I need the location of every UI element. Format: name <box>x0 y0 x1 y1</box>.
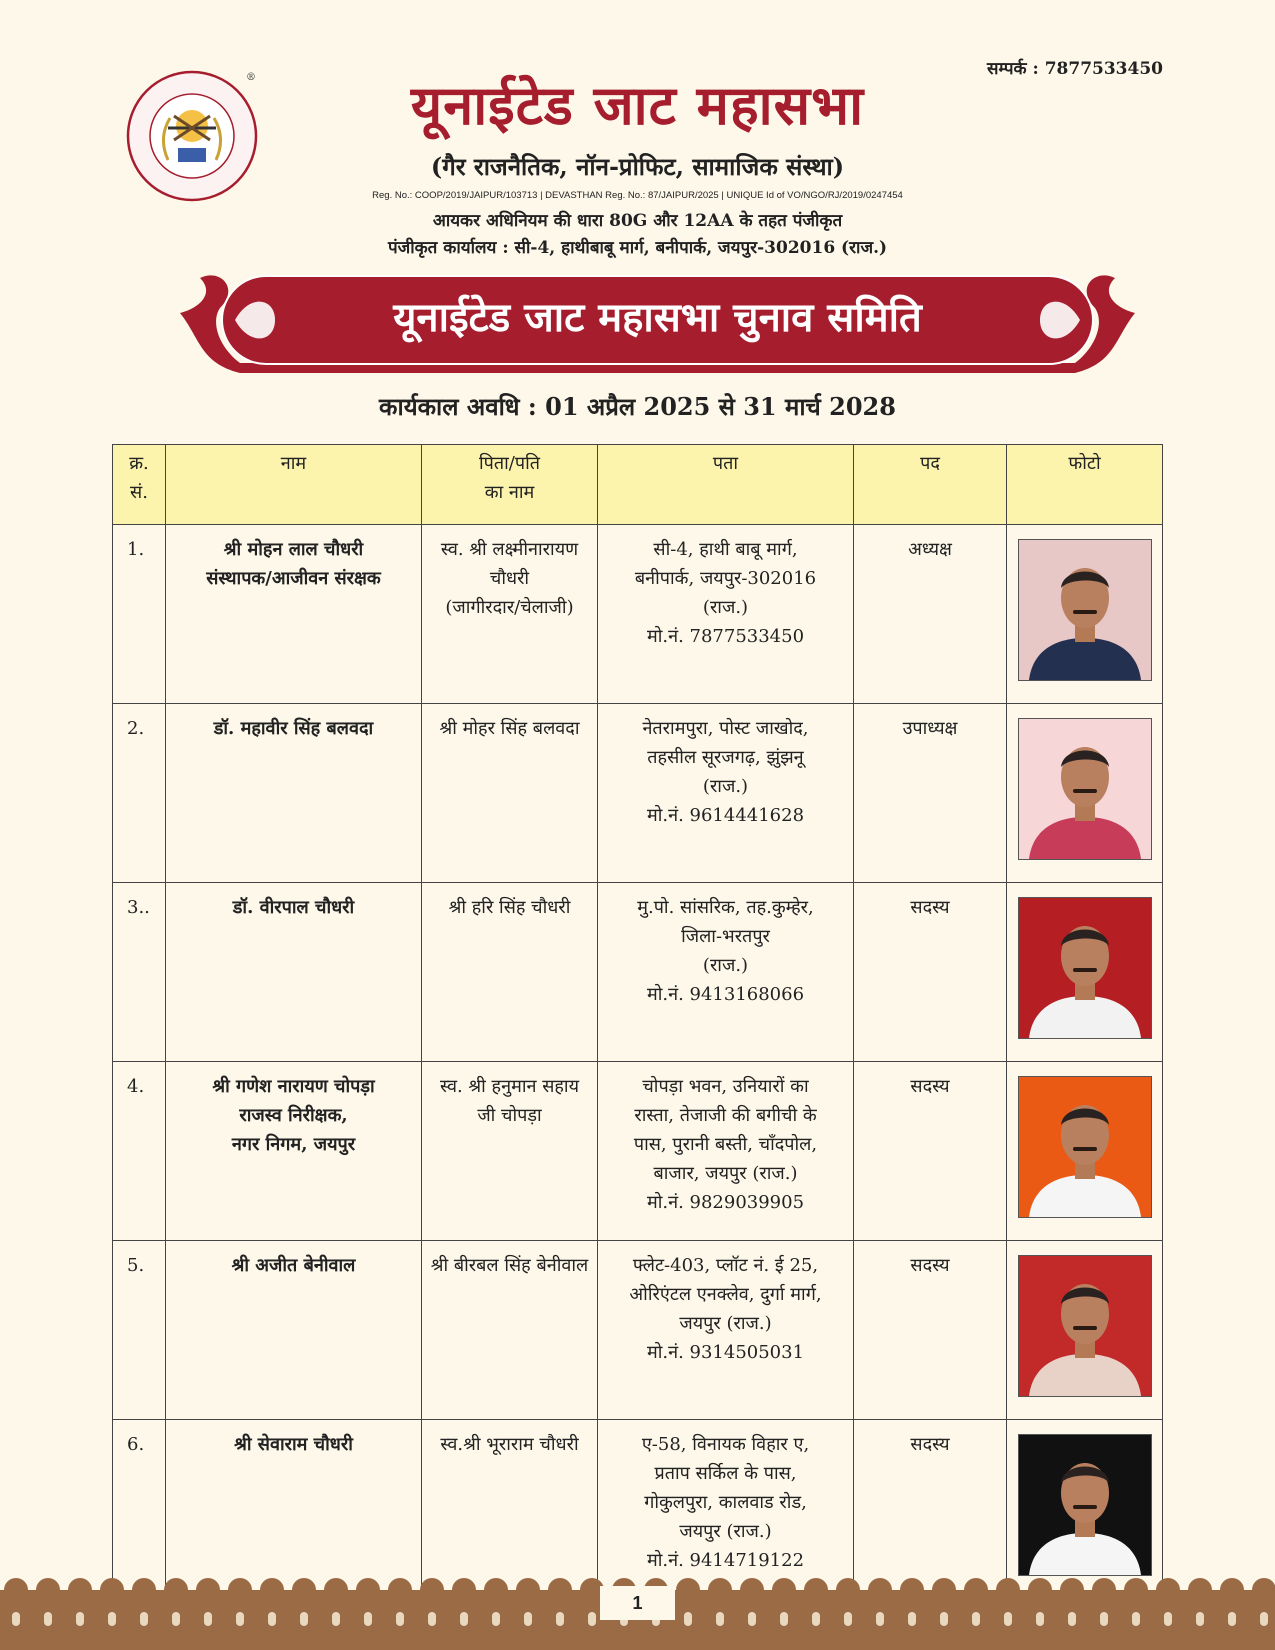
organization-title: यूनाईटेड जाट महासभा <box>410 74 865 137</box>
office-address-line: पंजीकृत कार्यालय : सी-4, हाथीबाबू मार्ग, बनीपार्क, जयपुर-302016 (राज.) <box>387 238 888 258</box>
photo-cell <box>1007 704 1163 883</box>
organization-subtitle: (गैर राजनैतिक, नॉन-प्रोफिट, सामाजिक संस्था) <box>430 152 845 181</box>
header-serial: क्र. सं. <box>113 445 166 525</box>
member-photo <box>1018 1076 1152 1218</box>
post-cell: सदस्य <box>854 1241 1007 1420</box>
header-address: पता <box>598 445 854 525</box>
address-cell: फ्लेट-403, प्लॉट नं. ई 25, ओरिएंटल एनक्लेव, दुर्गा मार्ग, जयपुर (राज.) मो.नं. 9314505031 <box>598 1241 854 1420</box>
photo-cell <box>1007 1241 1163 1420</box>
name-cell: डॉ. वीरपाल चौधरी <box>166 883 422 1062</box>
serial-cell: 3.. <box>113 883 166 1062</box>
post-cell: सदस्य <box>854 883 1007 1062</box>
table-row <box>113 1062 1163 1241</box>
term-period: कार्यकाल अवधि : 01 अप्रैल 2025 से 31 मार्च 2028 <box>379 392 896 421</box>
father-name-cell: स्व. श्री लक्ष्मीनारायण चौधरी (जागीरदार/चेलाजी) <box>422 525 598 704</box>
father-name-cell: स्व.श्री भूराराम चौधरी <box>422 1420 598 1599</box>
address-cell: चोपड़ा भवन, उनियारों का रास्ता, तेजाजी की बगीची के पास, पुरानी बस्ती, चाँदपोल, बाजार, जयपुर (राज.) मो.नं. 9829039905 <box>598 1062 854 1241</box>
tax-registration-line: आयकर अधिनियम की धारा 80G और 12AA के तहत पंजीकृत <box>432 211 843 231</box>
header-photo: फोटो <box>1007 445 1163 525</box>
member-photo <box>1018 718 1152 860</box>
serial-cell: 4. <box>113 1062 166 1241</box>
serial-cell: 1. <box>113 525 166 704</box>
contact-number: सम्पर्क : 7877533450 <box>986 59 1163 79</box>
address-cell: सी-4, हाथी बाबू मार्ग, बनीपार्क, जयपुर-302016 (राज.) मो.नं. 7877533450 <box>598 525 854 704</box>
serial-cell: 2. <box>113 704 166 883</box>
table-row <box>113 525 1163 704</box>
header-name: नाम <box>166 445 422 525</box>
father-name-cell: स्व. श्री हनुमान सहाय जी चोपड़ा <box>422 1062 598 1241</box>
name-cell: श्री गणेश नारायण चोपड़ा राजस्व निरीक्षक, नगर निगम, जयपुर <box>166 1062 422 1241</box>
table-row <box>113 704 1163 883</box>
page-number: 1 <box>600 1586 675 1620</box>
header-post: पद <box>854 445 1007 525</box>
member-photo <box>1018 539 1152 681</box>
name-cell: श्री अजीत बेनीवाल <box>166 1241 422 1420</box>
name-cell: डॉ. महावीर सिंह बलवदा <box>166 704 422 883</box>
photo-cell <box>1007 525 1163 704</box>
post-cell: सदस्य <box>854 1420 1007 1599</box>
photo-cell <box>1007 1062 1163 1241</box>
post-cell: अध्यक्ष <box>854 525 1007 704</box>
logo-mark: ® <box>246 72 256 83</box>
address-cell: ए-58, विनायक विहार ए, प्रताप सर्किल के पास, गोकुलपुरा, कालवाड रोड, जयपुर (राज.) मो.नं. 9414719122 <box>598 1420 854 1599</box>
registration-line: Reg. No.: COOP/2019/JAIPUR/103713 | DEVASTHAN Reg. No.: 87/JAIPUR/2025 | UNIQUE Id of VO/NGO/RJ/2019/0247454 <box>372 190 903 201</box>
address-cell: मु.पो. सांसरिक, तह.कुम्हेर, जिला-भरतपुर (राज.) मो.नं. 9413168066 <box>598 883 854 1062</box>
name-cell: श्री मोहन लाल चौधरी संस्थापक/आजीवन संरक्षक <box>166 525 422 704</box>
serial-cell: 6. <box>113 1420 166 1599</box>
banner-title: यूनाईटेड जाट महासभा चुनाव समिति <box>393 295 922 341</box>
table-header-row <box>113 445 1163 525</box>
member-photo <box>1018 897 1152 1039</box>
father-name-cell: श्री मोहर सिंह बलवदा <box>422 704 598 883</box>
post-cell: सदस्य <box>854 1062 1007 1241</box>
name-cell: श्री सेवाराम चौधरी <box>166 1420 422 1599</box>
serial-cell: 5. <box>113 1241 166 1420</box>
father-name-cell: श्री बीरबल सिंह बेनीवाल <box>422 1241 598 1420</box>
address-cell: नेतरामपुरा, पोस्ट जाखोद, तहसील सूरजगढ़, झुंझनू (राज.) मो.नं. 9614441628 <box>598 704 854 883</box>
committee-table <box>112 444 1163 1599</box>
member-photo <box>1018 1255 1152 1397</box>
father-name-cell: श्री हरि सिंह चौधरी <box>422 883 598 1062</box>
table-row <box>113 1241 1163 1420</box>
post-cell: उपाध्यक्ष <box>854 704 1007 883</box>
table-row <box>113 883 1163 1062</box>
header-father: पिता/पति का नाम <box>422 445 598 525</box>
photo-cell <box>1007 883 1163 1062</box>
member-photo <box>1018 1434 1152 1576</box>
